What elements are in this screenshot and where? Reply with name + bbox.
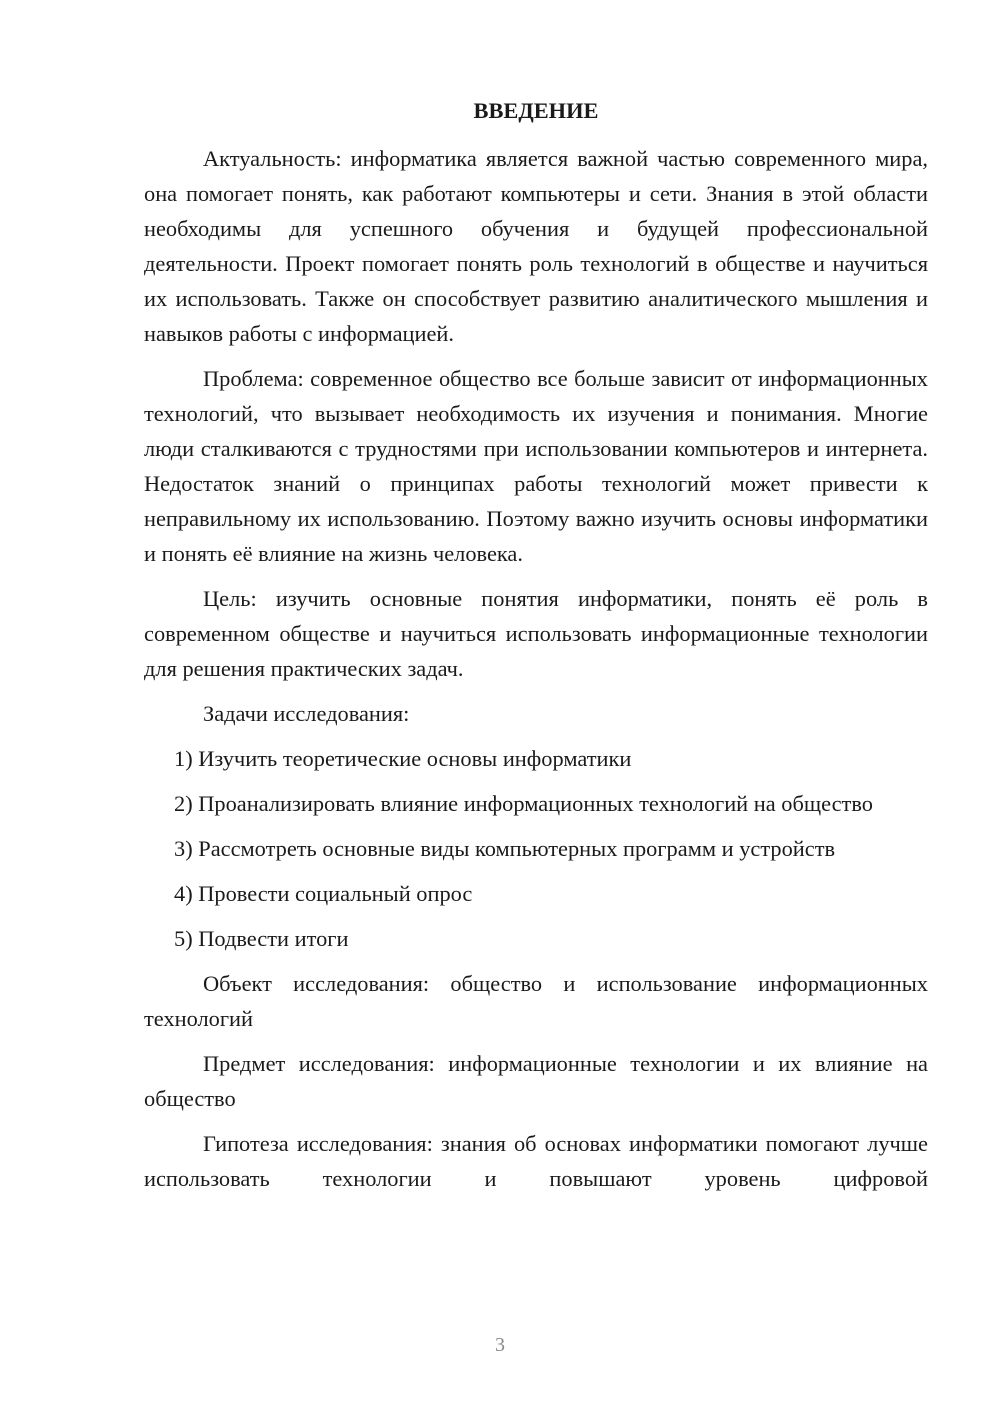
hypothesis-paragraph: Гипотеза исследования: знания об основах информатики помогают лучше использовать технологии и повышают уровень цифровой: [144, 1131, 928, 1191]
tasks-heading: Задачи исследования:: [203, 701, 410, 726]
task-item: 5) Подвести итоги: [174, 926, 349, 951]
task-item: 3) Рассмотреть основные виды компьютерных программ и устройств: [174, 836, 836, 861]
task-item: 2) Проанализировать влияние информационных технологий на общество: [174, 791, 873, 816]
task-item: 1) Изучить теоретические основы информатики: [174, 746, 632, 771]
section-heading: ВВЕДЕНИЕ: [473, 98, 599, 123]
relevance-paragraph: Актуальность: информатика является важной частью современного мира, она помогает понять, как работают компьютеры и сети. Знания в этой области необходимы для успешного обучения и будущей профессиональной деятельности. Проект помогает понять роль технологий в обществе и научиться их использовать. Также он способствует развитию аналитического мышления и навыков работы с информацией.: [144, 146, 928, 346]
problem-paragraph: Проблема: современное общество все больше зависит от информационных технологий, что вызывает необходимость их изучения и понимания. Многие люди сталкиваются с трудностями при использовании компьютеров и интернета. Недостаток знаний о принципах работы технологий может привести к неправильному их использованию. Поэтому важно изучить основы информатики и понять её влияние на жизнь человека.: [144, 366, 928, 566]
page-number: 3: [495, 1334, 505, 1356]
subject-paragraph: Предмет исследования: информационные технологии и их влияние на общество: [144, 1051, 928, 1111]
task-item: 4) Провести социальный опрос: [174, 881, 473, 906]
page-content: [144, 93, 928, 1206]
goal-paragraph: Цель: изучить основные понятия информатики, понять её роль в современном обществе и научиться использовать информационные технологии для решения практических задач.: [144, 586, 928, 681]
object-paragraph: Объект исследования: общество и использование информационных технологий: [144, 971, 928, 1031]
